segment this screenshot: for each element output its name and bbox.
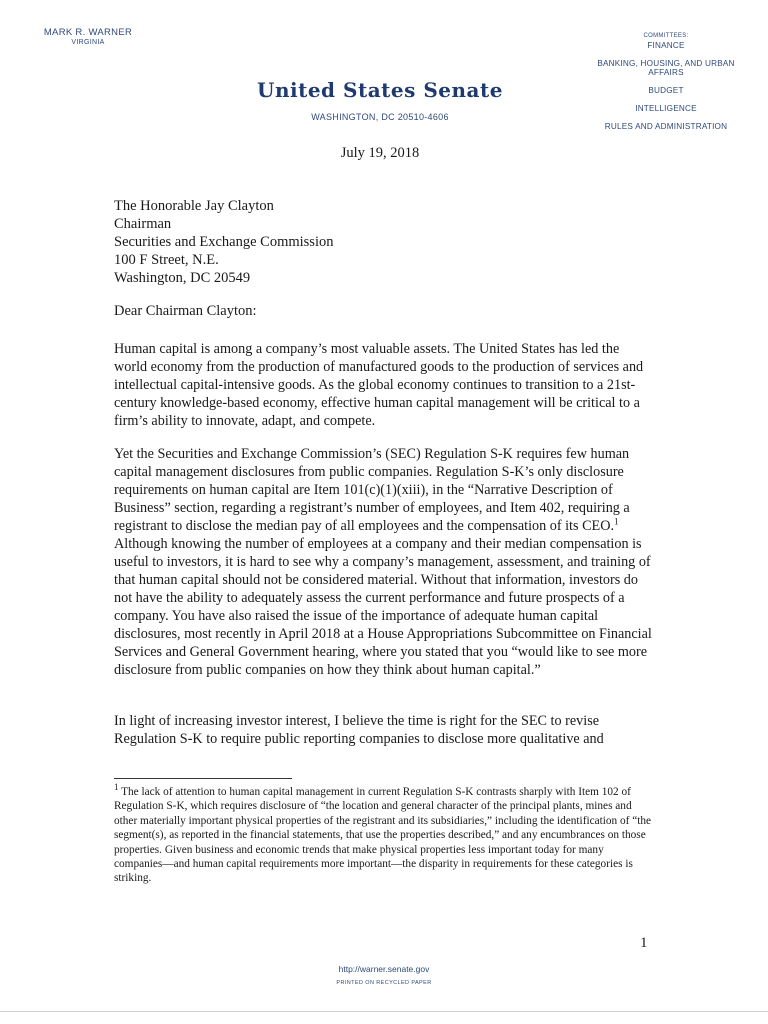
addressee-line: Securities and Exchange Commission <box>114 234 334 250</box>
recycled-paper-note: PRINTED ON RECYCLED PAPER <box>336 980 432 986</box>
senate-title: United States Senate <box>257 78 503 102</box>
website-link[interactable]: http://warner.senate.gov <box>338 964 430 974</box>
committee-item: FINANCE <box>647 41 685 50</box>
body-paragraph-2-part-b: Although knowing the number of employees at a company and their median compensation is useful to investors, it is hard to see why a company’s management, assessment, and training of that human capital should not be considered material. Without that information, investors do not have the ability to adequately assess the current performance and future prospects of a company. You have also raised the issue of the importance of adequate human capital disclosures, most recently in April 2018 at a House Appropriations Subcommittee on Financial Services and General Government hearing, where you stated that you “would like to see more disclosure from public companies on how they think about human capital.” <box>114 536 652 678</box>
letter-date: July 19, 2018 <box>340 145 420 161</box>
body-paragraph-1: Human capital is among a company’s most valuable assets. The United States has led the world economy from the production of manufactured goods to the production of services and intellectual capital-intensive goods. As the global economy continues to transition to a 21st-century knowledge-based economy, effective human capital management will be critical to a firm’s ability to innovate, adapt, and compete. <box>114 341 644 429</box>
scan-edge-divider <box>0 1011 768 1012</box>
body-paragraph-2 <box>114 445 654 679</box>
footnote-text: The lack of attention to human capital management in current Regulation S-K contrasts sharply with Item 102 of Regulation S-K, which requires disclosure of “the location and general character of the principal plants, mines and other materially important physical properties of the registrant and its subsidiaries,” including the identification of “the segment(s), as reported in the financial statements, that use the properties described,” and any encumbrances on those properties. Given business and economic trends that make physical properties less important today for many companies—and human capital requirements more important—the disparity in requirements for these categories is striking. <box>114 786 652 885</box>
body-paragraph-2-part-a: Yet the Securities and Exchange Commission’s (SEC) Regulation S-K requires few human capital management disclosures from public companies. Regulation S-K’s only disclosure requirements on human capital are Item 101(c)(1)(xiii), in the “Narrative Description of Business” section, regarding a registrant’s number of employees, and Item 402, requiring a registrant to disclose the median pay of all employees and the compensation of its CEO. <box>114 446 630 534</box>
senate-letterhead <box>250 78 510 122</box>
addressee-block <box>114 197 333 287</box>
committee-item: BUDGET <box>648 86 684 95</box>
addressee-line: 100 F Street, N.E. <box>114 252 219 268</box>
committee-item: BANKING, HOUSING, AND URBAN AFFAIRS <box>597 59 735 77</box>
salutation: Dear Chairman Clayton: <box>114 303 257 319</box>
footnote-reference[interactable]: 1 <box>614 516 619 527</box>
committee-item: RULES AND ADMINISTRATION <box>604 122 728 131</box>
committees-list <box>594 33 738 140</box>
addressee-line: Chairman <box>114 216 172 232</box>
body-paragraph-3: In light of increasing investor interest, I believe the time is right for the SEC to revise Regulation S-K to require public reporting companies to disclose more qualitative and <box>114 713 604 747</box>
footnote <box>114 782 654 886</box>
page-number: 1 <box>640 935 648 951</box>
addressee-line: The Honorable Jay Clayton <box>114 198 274 214</box>
sender-name: MARK R. WARNER <box>43 27 133 38</box>
addressee-line: Washington, DC 20549 <box>114 270 251 286</box>
senate-address: WASHINGTON, DC 20510-4606 <box>311 112 449 122</box>
committee-item: INTELLIGENCE <box>635 104 697 113</box>
footnote-marker: 1 <box>114 782 119 793</box>
committees-heading: COMMITTEES: <box>643 33 689 39</box>
footnote-divider <box>114 778 292 779</box>
sender-state: VIRGINIA <box>71 39 105 46</box>
sender-block <box>0 27 176 46</box>
